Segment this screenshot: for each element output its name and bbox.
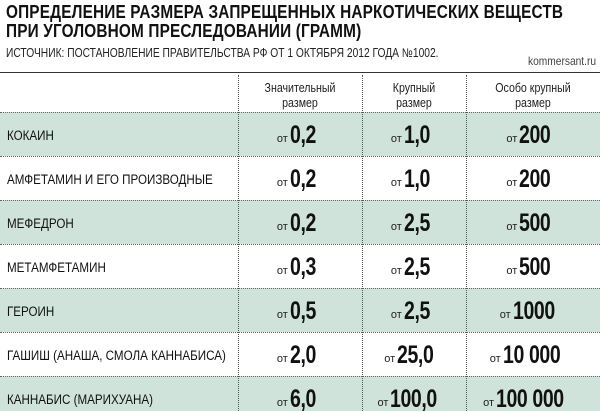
from-prefix: от [499,308,511,321]
substance-name: АМФЕТАМИН И ЕГО ПРОИЗВОДНЫЕ [7,171,213,187]
amount-cell [362,201,466,245]
amount-cell [238,377,362,411]
from-prefix: от [506,132,518,145]
amount-value: 0,5 [289,296,316,325]
column-header-large: Крупный размер [392,81,436,110]
amount-value: 25,0 [397,340,434,369]
from-prefix: от [384,352,396,365]
amount-value: 1,0 [403,164,430,193]
amount-value: 0,3 [289,252,316,281]
table-row [0,112,600,156]
amount-value: 500 [519,208,551,237]
amount-cell [466,333,600,377]
amount-cell [466,157,600,201]
amount-value: 100,0 [390,384,438,411]
from-prefix: от [390,264,402,277]
from-prefix: от [506,264,518,277]
from-prefix: от [377,396,389,409]
from-prefix: от [489,352,501,365]
amount-value: 0,2 [289,208,316,237]
header-divider [0,72,600,73]
amount-cell [362,113,466,157]
from-prefix: от [276,132,288,145]
from-prefix: от [483,396,495,409]
amount-value: 2,5 [403,252,430,281]
amount-cell [362,157,466,201]
table-row [0,244,600,288]
amount-cell [466,377,600,411]
amount-cell [362,289,466,333]
from-prefix: от [276,396,288,409]
column-divider [466,75,467,411]
from-prefix: от [276,220,288,233]
amount-cell [238,333,362,377]
amount-cell [238,245,362,289]
substance-name: МЕТАМФЕТАМИН [7,259,106,275]
page-title [6,1,564,41]
amount-value: 1000 [512,296,555,325]
title-line-2: ПРИ УГОЛОВНОМ ПРЕСЛЕДОВАНИИ (ГРАММ) [6,20,362,41]
amount-cell [238,157,362,201]
from-prefix: от [276,176,288,189]
amount-value: 1,0 [403,120,430,149]
amount-value: 10 000 [502,340,561,369]
from-prefix: от [276,352,288,365]
amount-value: 2,0 [289,340,316,369]
amount-value: 100 000 [496,384,564,411]
from-prefix: от [390,132,402,145]
amount-value: 200 [519,164,551,193]
from-prefix: от [390,176,402,189]
table-row [0,332,600,376]
from-prefix: от [390,308,402,321]
source-note: ИСТОЧНИК: ПОСТАНОВЛЕНИЕ ПРАВИТЕЛЬСТВА РФ ОТ 1 ОКТЯБРЯ 2012 ГОДА №1002. [6,46,439,60]
from-prefix: от [506,176,518,189]
title-line-1: ОПРЕДЕЛЕНИЕ РАЗМЕРА ЗАПРЕЩЕННЫХ НАРКОТИЧЕСКИХ ВЕЩЕСТВ [6,1,564,22]
amount-value: 500 [519,252,551,281]
amount-cell [362,333,466,377]
substance-name: ГАШИШ (АНАША, СМОЛА КАННАБИСА) [7,347,226,363]
table-row [0,288,600,332]
substance-name: МЕФЕДРОН [7,215,74,231]
amount-cell [362,377,466,411]
substance-name: КОКАИН [7,127,54,143]
amount-cell [466,113,600,157]
from-prefix: от [506,220,518,233]
amount-cell [238,289,362,333]
amount-value: 0,2 [289,120,316,149]
amount-cell [466,289,600,333]
amount-cell [238,113,362,157]
site-credit: kommersant.ru [527,54,596,68]
amount-value: 6,0 [289,384,316,411]
from-prefix: от [390,220,402,233]
amount-cell [362,245,466,289]
amount-cell [466,245,600,289]
from-prefix: от [276,264,288,277]
column-divider [362,75,363,411]
table-row [0,156,600,200]
amount-value: 0,2 [289,164,316,193]
column-divider [238,75,239,411]
amount-value: 2,5 [403,208,430,237]
column-header-significant: Значительный размер [264,81,336,110]
from-prefix: от [276,308,288,321]
table-row [0,200,600,244]
column-header-especially-large: Особо крупный размер [495,81,571,110]
amount-cell [466,201,600,245]
amount-value: 2,5 [403,296,430,325]
amount-value: 200 [519,120,551,149]
table-row [0,376,600,411]
substance-name: КАННАБИС (МАРИХУАНА) [7,391,154,407]
substance-name: ГЕРОИН [7,303,55,319]
amount-cell [238,201,362,245]
